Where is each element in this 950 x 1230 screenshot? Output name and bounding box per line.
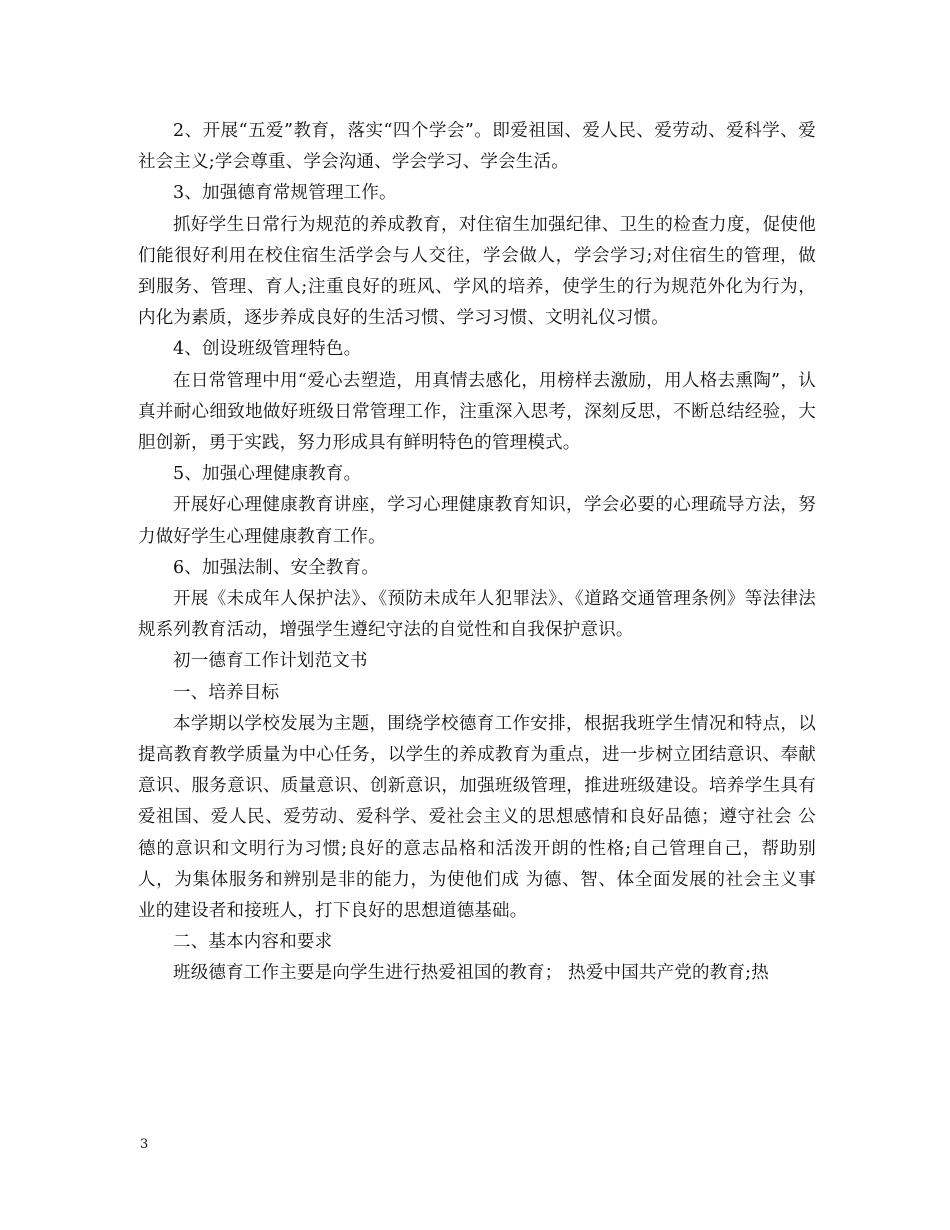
heading-class-management-feature: 4、创设班级管理特色。	[173, 339, 362, 360]
heading-basic-content: 二、基本内容和要求	[173, 932, 333, 953]
heading-mental-health-education: 5、加强心理健康教育。	[173, 464, 362, 485]
paragraph-daily-management: 在日常管理中用“爱心去塑造，用真情去感化，用榜样去激励，用人格去熏陶”，认真并耐心细致地做好班级日常管理工作，注重深入思考，深刻反思，不断总结经验，大胆创新，勇于实践，努力形成具有鲜明特色的管理模式。	[138, 370, 816, 454]
paragraph-mental-health: 开展好心理健康教育讲座，学习心理健康教育知识，学会必要的心理疏导方法，努力做好学生心理健康教育工作。	[138, 495, 816, 547]
section-title-grade-one-plan: 初一德育工作计划范文书	[173, 651, 368, 672]
heading-legal-safety-education: 6、加强法制、安全教育。	[173, 557, 380, 578]
document-body	[138, 116, 816, 990]
heading-training-goals: 一、培养目标	[173, 682, 280, 703]
paragraph-behavior-norms: 抓好学生日常行为规范的养成教育，对住宿生加强纪律、卫生的检查力度，促使他们能很好利用在校住宿生活学会与人交往，学会做人，学会学习;对住宿生的管理，做到服务、管理、育人;注重良好的班风、学风的培养，使学生的行为规范外化为行为，内化为素质，逐步养成良好的生活习惯、学习习惯、文明礼仪习惯。	[138, 214, 816, 329]
paragraph-basic-content: 班级德育工作主要是向学生进行热爱祖国的教育； 热爱中国共产党的教育;热	[173, 963, 769, 984]
page-number: 3	[140, 1137, 149, 1152]
paragraph-legal-activities: 开展《未成年人保护法》、《预防未成年人犯罪法》、《道路交通管理条例》等法律法规系列教育活动，增强学生遵纪守法的自觉性和自我保护意识。	[138, 589, 816, 641]
paragraph-training-goals: 本学期以学校发展为主题，围绕学校德育工作安排，根据我班学生情况和特点，以提高教育教学质量为中心任务，以学生的养成教育为重点，进一步树立团结意识、奉献意识、服务意识、质量意识、创新意识，加强班级管理，推进班级建设。培养学生具有爱祖国、爱人民、爱劳动、爱科学、爱社会主义的思想感情和良好品德；遵守社会 公德的意识和文明行为习惯;良好的意志品格和活泼开朗的性格;自己管理自己，帮助别人，为集体服务和辨别是非的能力，为使他们成 为德、智、体全面发展的社会主义事业的建设者和接班人，打下良好的思想道德基础。	[138, 713, 816, 922]
paragraph-five-loves: 2、开展“五爱”教育，落实“四个学会”。即爱祖国、爱人民、爱劳动、爱科学、爱社会主义;学会尊重、学会沟通、学会学习、学会生活。	[138, 121, 816, 173]
heading-moral-routine-management: 3、加强德育常规管理工作。	[173, 183, 397, 204]
